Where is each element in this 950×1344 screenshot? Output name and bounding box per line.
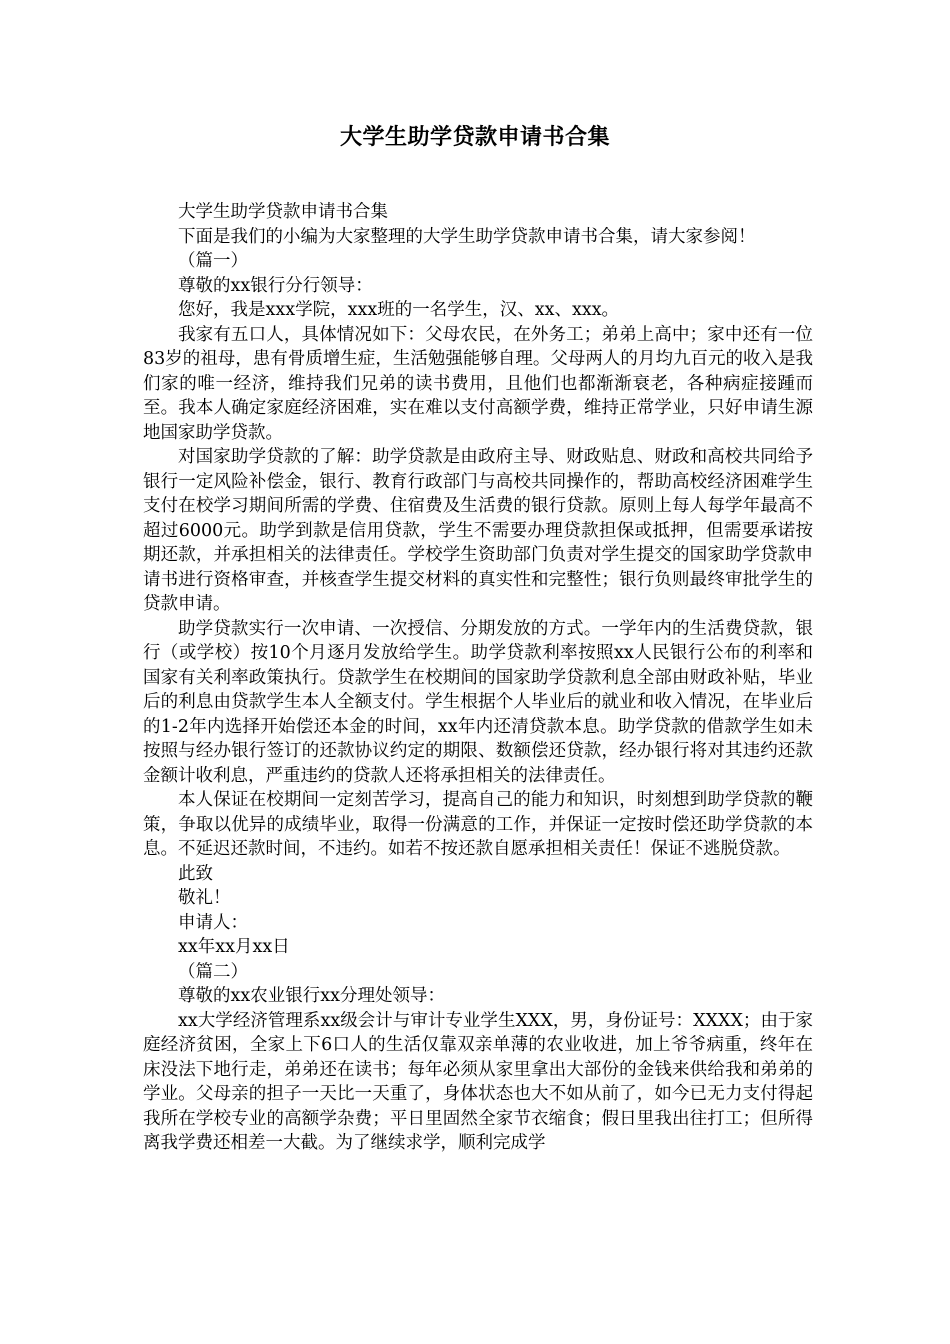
document-title: 大学生助学贷款申请书合集 — [339, 124, 610, 150]
paragraph: 下面是我们的小编为大家整理的大学生助学贷款申请书合集，请大家参阅！ — [178, 226, 756, 247]
salutation: 尊敬的xx银行分行领导： — [178, 275, 373, 296]
signature-label: 申请人： — [178, 912, 248, 933]
paragraph: 我家有五口人，具体情况如下：父母农民，在外务工；弟弟上高中；家中还有一位83岁的祖母，患有骨质增生症，生活勉强能够自理。父母两人的月均九百元的收入是我们家的唯一经济，维持我们兄弟的读书费用，且他们也都渐渐衰老，各种病症接踵而至。我本人确定家庭经济困难，实在难以支付高额学费，维持正常学业，只好申请生源地国家助学贷款。 — [143, 324, 813, 443]
paragraph: 大学生助学贷款申请书合集 — [178, 202, 388, 222]
paragraph: 对国家助学贷款的了解：助学贷款是由政府主导、财政贴息、财政和高校共同给予银行一定风险补偿金，银行、教育行政部门与高校共同操作的，帮助高校经济困难学生支付在校学习期间所需的学费、住宿费及生活费的银行贷款。原则上每人每学年最高不超过6000元。助学到款是信用贷款，学生不需要办理贷款担保或抵押，但需要承诺按期还款，并承担相关的法律责任。学校学生资助部门负责对学生提交的国家助学贷款申请书进行资格审查，并核查学生提交材料的真实性和完整性；银行负则最终审批学生的贷款申请。 — [143, 447, 813, 614]
closing-line: 敬礼！ — [178, 888, 231, 908]
salutation: 尊敬的xx农业银行xx分理处领导： — [178, 986, 445, 1006]
closing-line: 此致 — [178, 863, 213, 884]
paragraph: 助学贷款实行一次申请、一次授信、分期发放的方式。一学年内的生活费贷款，银行（或学校）按10个月逐月发放给学生。助学贷款利率按照xx人民银行公布的利率和国家有关利率政策执行。贷款学生在校期间的国家助学贷款利息全部由财政补贴，毕业后的利息由贷款学生本人全额支付。学生根据个人毕业后的就业和收入情况，在毕业后的1-2年内选择开始偿还本金的时间，xx年内还清贷款本息。助学贷款的借款学生如未按照与经办银行签订的还款协议约定的期限、数额偿还贷款，经办银行将对其违约还款金额计收利息，严重违约的贷款人还将承担相关的法律责任。 — [143, 618, 813, 786]
document-body — [143, 200, 813, 1156]
section-heading: （篇一） — [178, 251, 248, 271]
section-heading: （篇二） — [178, 961, 248, 982]
paragraph: xx大学经济管理系xx级会计与审计专业学生XXX，男，身份证号：XXXX；由于家庭经济贫困，全家上下6口人的生活仅靠双亲单薄的农业收进，加上爷爷病重，终年在床没法下地行走，弟弟还在读书；每年必须从家里拿出大部份的金钱来供给我和弟弟的学业。父母亲的担子一天比一天重了，身体状态也大不如从前了，如今已无力支付得起我所在学校专业的高额学杂费；平日里固然全家节衣缩食；假日里我出往打工；但所得离我学费还相差一大截。为了继续求学，顺利完成学 — [143, 1010, 813, 1153]
date-line: xx年xx月xx日 — [178, 937, 290, 957]
paragraph: 本人保证在校期间一定刻苦学习，提高自己的能力和知识，时刻想到助学贷款的鞭策，争取以优异的成绩毕业，取得一份满意的工作，并保证一定按时偿还助学贷款的本息。不延迟还款时间，不违约。如若不按还款自愿承担相关责任！保证不逃脱贷款。 — [143, 790, 813, 859]
paragraph: 您好，我是xxx学院，xxx班的一名学生，汉、xx、xxx。 — [178, 300, 620, 320]
